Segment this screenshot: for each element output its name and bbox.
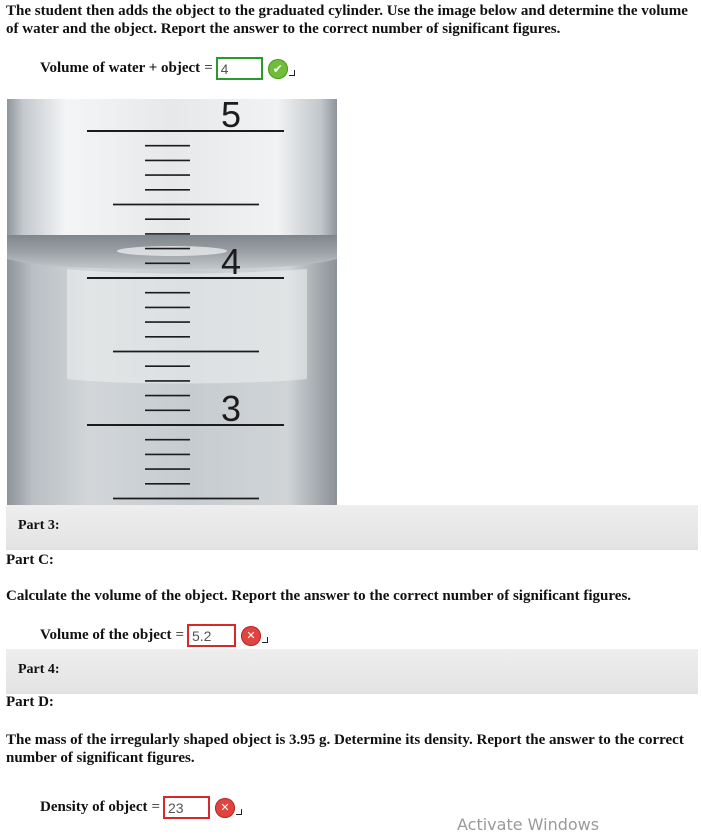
scale-label: 3 bbox=[220, 388, 242, 429]
part-c-answer-label: Volume of the object bbox=[40, 627, 172, 643]
part-d-answer-label: Density of object bbox=[40, 799, 148, 815]
equals-sign: = bbox=[151, 799, 160, 815]
input-corner-mark bbox=[289, 70, 295, 76]
input-corner-mark bbox=[236, 809, 242, 815]
graduated-cylinder-drawing bbox=[7, 99, 337, 505]
part-3-header bbox=[6, 505, 698, 550]
volume-object-input[interactable] bbox=[187, 624, 236, 647]
x-icon: ✕ bbox=[241, 626, 261, 646]
volume-water-object-input[interactable] bbox=[216, 57, 263, 80]
part-d-question: The mass of the irregularly shaped object is 3.95 g. Determine its density. Report the answer to the correct number of significant figures. bbox=[6, 732, 684, 766]
part-b-question: The student then adds the object to the graduated cylinder. Use the image below and determine the volume of water and the object. Report the answer to the correct number of significant figures. bbox=[6, 3, 688, 37]
part-b-answer-row bbox=[40, 57, 295, 80]
x-icon: ✕ bbox=[215, 798, 235, 818]
part-c-question: Calculate the volume of the object. Report the answer to the correct number of significant figures. bbox=[6, 588, 632, 604]
density-input[interactable] bbox=[163, 796, 210, 819]
part-d-answer-row bbox=[40, 796, 242, 819]
activate-windows-watermark: Activate Windows bbox=[457, 815, 600, 834]
part-4-header bbox=[6, 649, 698, 694]
equals-sign: = bbox=[175, 627, 184, 643]
graduated-cylinder-image bbox=[7, 99, 337, 505]
scale-label: 5 bbox=[220, 99, 242, 135]
part-d-title: Part D: bbox=[6, 694, 54, 710]
scale-label: 4 bbox=[220, 241, 242, 282]
part-4-title: Part 4: bbox=[18, 662, 60, 677]
equals-sign: = bbox=[204, 60, 213, 76]
part-b-answer-label: Volume of water + object bbox=[40, 60, 201, 76]
input-corner-mark bbox=[262, 637, 268, 643]
part-3-title: Part 3: bbox=[18, 518, 60, 533]
check-icon: ✔ bbox=[268, 59, 288, 79]
part-c-title: Part C: bbox=[6, 552, 54, 568]
part-c-answer-row bbox=[40, 624, 268, 647]
